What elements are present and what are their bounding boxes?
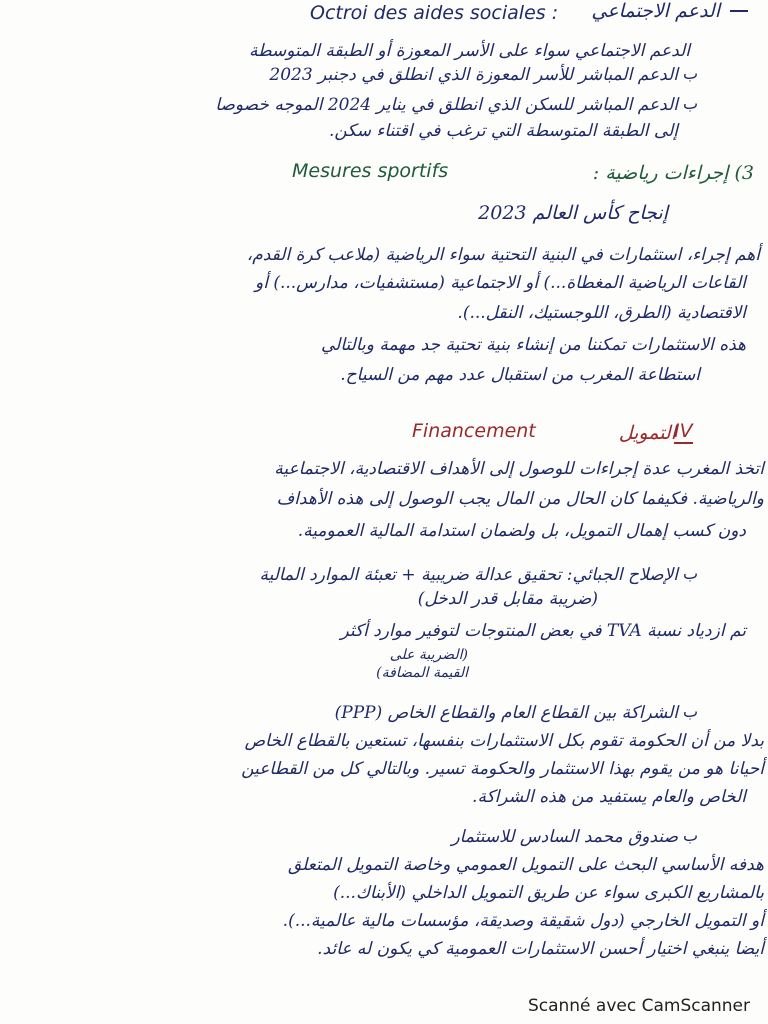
section-4-bullet-3-l3: بالمشاريع الكبرى سواء عن طريق التمويل الداخلي (الأبناك...) <box>333 883 764 903</box>
section-3-bullet-2: الدعم المباشر للسكن الذي انطلق في يناير 2024 الموجه خصوصا <box>215 95 678 115</box>
section-4-bullet-2-l3: أحيانا هو من يقوم بهذا الاستثمار والحكومة تسير. وبالتالي كل من القطاعين <box>241 759 764 779</box>
bullet-mark: ب <box>683 826 699 845</box>
bullet-mark: ب <box>683 702 699 721</box>
section-4-p1-l2: والرياضية. فكيفما كان الحال من المال يجب الوصول إلى هذه الأهداف <box>276 489 764 509</box>
bullet-mark: ب <box>683 64 699 83</box>
section-4-title-latin: Financement <box>412 420 536 442</box>
sport-title-latin: Mesures sportifs <box>292 160 449 182</box>
section-3-title-ar: الدعم الاجتماعي <box>591 0 720 22</box>
section-4-number: IV <box>674 420 693 442</box>
sport-title-ar: 3) إجراءات رياضية : <box>592 162 754 184</box>
section-4-title-ar: التمويل <box>618 422 676 444</box>
section-4-bullet-3-l5: أيضا ينبغي اختيار أحسن الاستثمارات العمومية كي يكون له عائد. <box>317 939 764 959</box>
section-4-tva-note-1: (الضريبة على <box>389 647 468 663</box>
sport-p2-l1: هذه الاستثمارات تمكننا من إنشاء بنية تحتية جد مهمة وبالتالي <box>321 335 746 355</box>
section-4-p1-l1: اتخذ المغرب عدة إجراءات للوصول إلى الأهداف الاقتصادية، الاجتماعية <box>274 459 764 479</box>
section-4-p1-l3: دون كسب إهمال التمويل، بل ولضمان استدامة المالية العمومية. <box>297 521 746 541</box>
section-4-bullet-3: صندوق محمد السادس للاستثمار <box>451 827 678 847</box>
section-3-bullet-1: الدعم المباشر للأسر المعوزة الذي انطلق في دجنبر 2023 <box>269 65 678 85</box>
section-4-bullet-2: الشراكة بين القطاع العام والقطاع الخاص (PPP) <box>334 703 678 723</box>
section-4-bullet-3-l4: أو التمويل الخارجي (دول شقيقة وصديقة، مؤسسات مالية عالمية...). <box>282 911 764 931</box>
section-4-bullet-1-sub: (ضريبة مقابل قدر الدخل) <box>417 589 598 609</box>
section-4-bullet-2-l4: الخاص والعام يستفيد من هذه الشراكة. <box>472 787 746 807</box>
scanner-watermark: Scanné avec CamScanner <box>527 996 750 1016</box>
section-3-bullet-2-cont: إلى الطبقة المتوسطة التي ترغب في اقتناء سكن. <box>329 121 678 141</box>
section-3-intro: الدعم الاجتماعي سواء على الأسر المعوزة أو الطبقة المتوسطة <box>248 41 690 61</box>
bullet-mark: ب <box>683 94 699 113</box>
sport-subtitle: إنجاح كأس العالم 2023 <box>478 202 668 224</box>
bullet-mark: ب <box>683 564 699 583</box>
section-4-bullet-2-l2: بدلا من أن الحكومة تقوم بكل الاستثمارات بنفسها، تستعين بالقطاع الخاص <box>244 731 764 751</box>
section-4-tva: تم ازدياد نسبة TVA في بعض المنتوجات لتوفير موارد أكثر <box>340 621 746 641</box>
sport-p2-l2: استطاعة المغرب من استقبال عدد مهم من السياح. <box>340 365 700 385</box>
section-3-title-latin: Octroi des aides sociales : <box>310 2 559 24</box>
section-4-bullet-3-l2: هدفه الأساسي البحث على التمويل العمومي وخاصة التمويل المتعلق <box>287 855 764 875</box>
sport-p1-l3: الاقتصادية (الطرق، اللوجستيك، النقل...). <box>457 303 746 323</box>
sport-p1-l2: القاعات الرياضية المغطاة...) أو الاجتماعية (مستشفيات، مدارس...) أو <box>255 273 746 293</box>
section-4-tva-note-2: القيمة المضافة) <box>376 665 468 681</box>
sport-p1-l1: أهم إجراء، استثمارات في البنية التحتية سواء الرياضية (ملاعب كرة القدم، <box>246 245 760 265</box>
top-dash <box>730 10 748 12</box>
section-4-bullet-1: الإصلاح الجبائي: تحقيق عدالة ضريبية + تعبئة الموارد المالية <box>259 565 678 585</box>
